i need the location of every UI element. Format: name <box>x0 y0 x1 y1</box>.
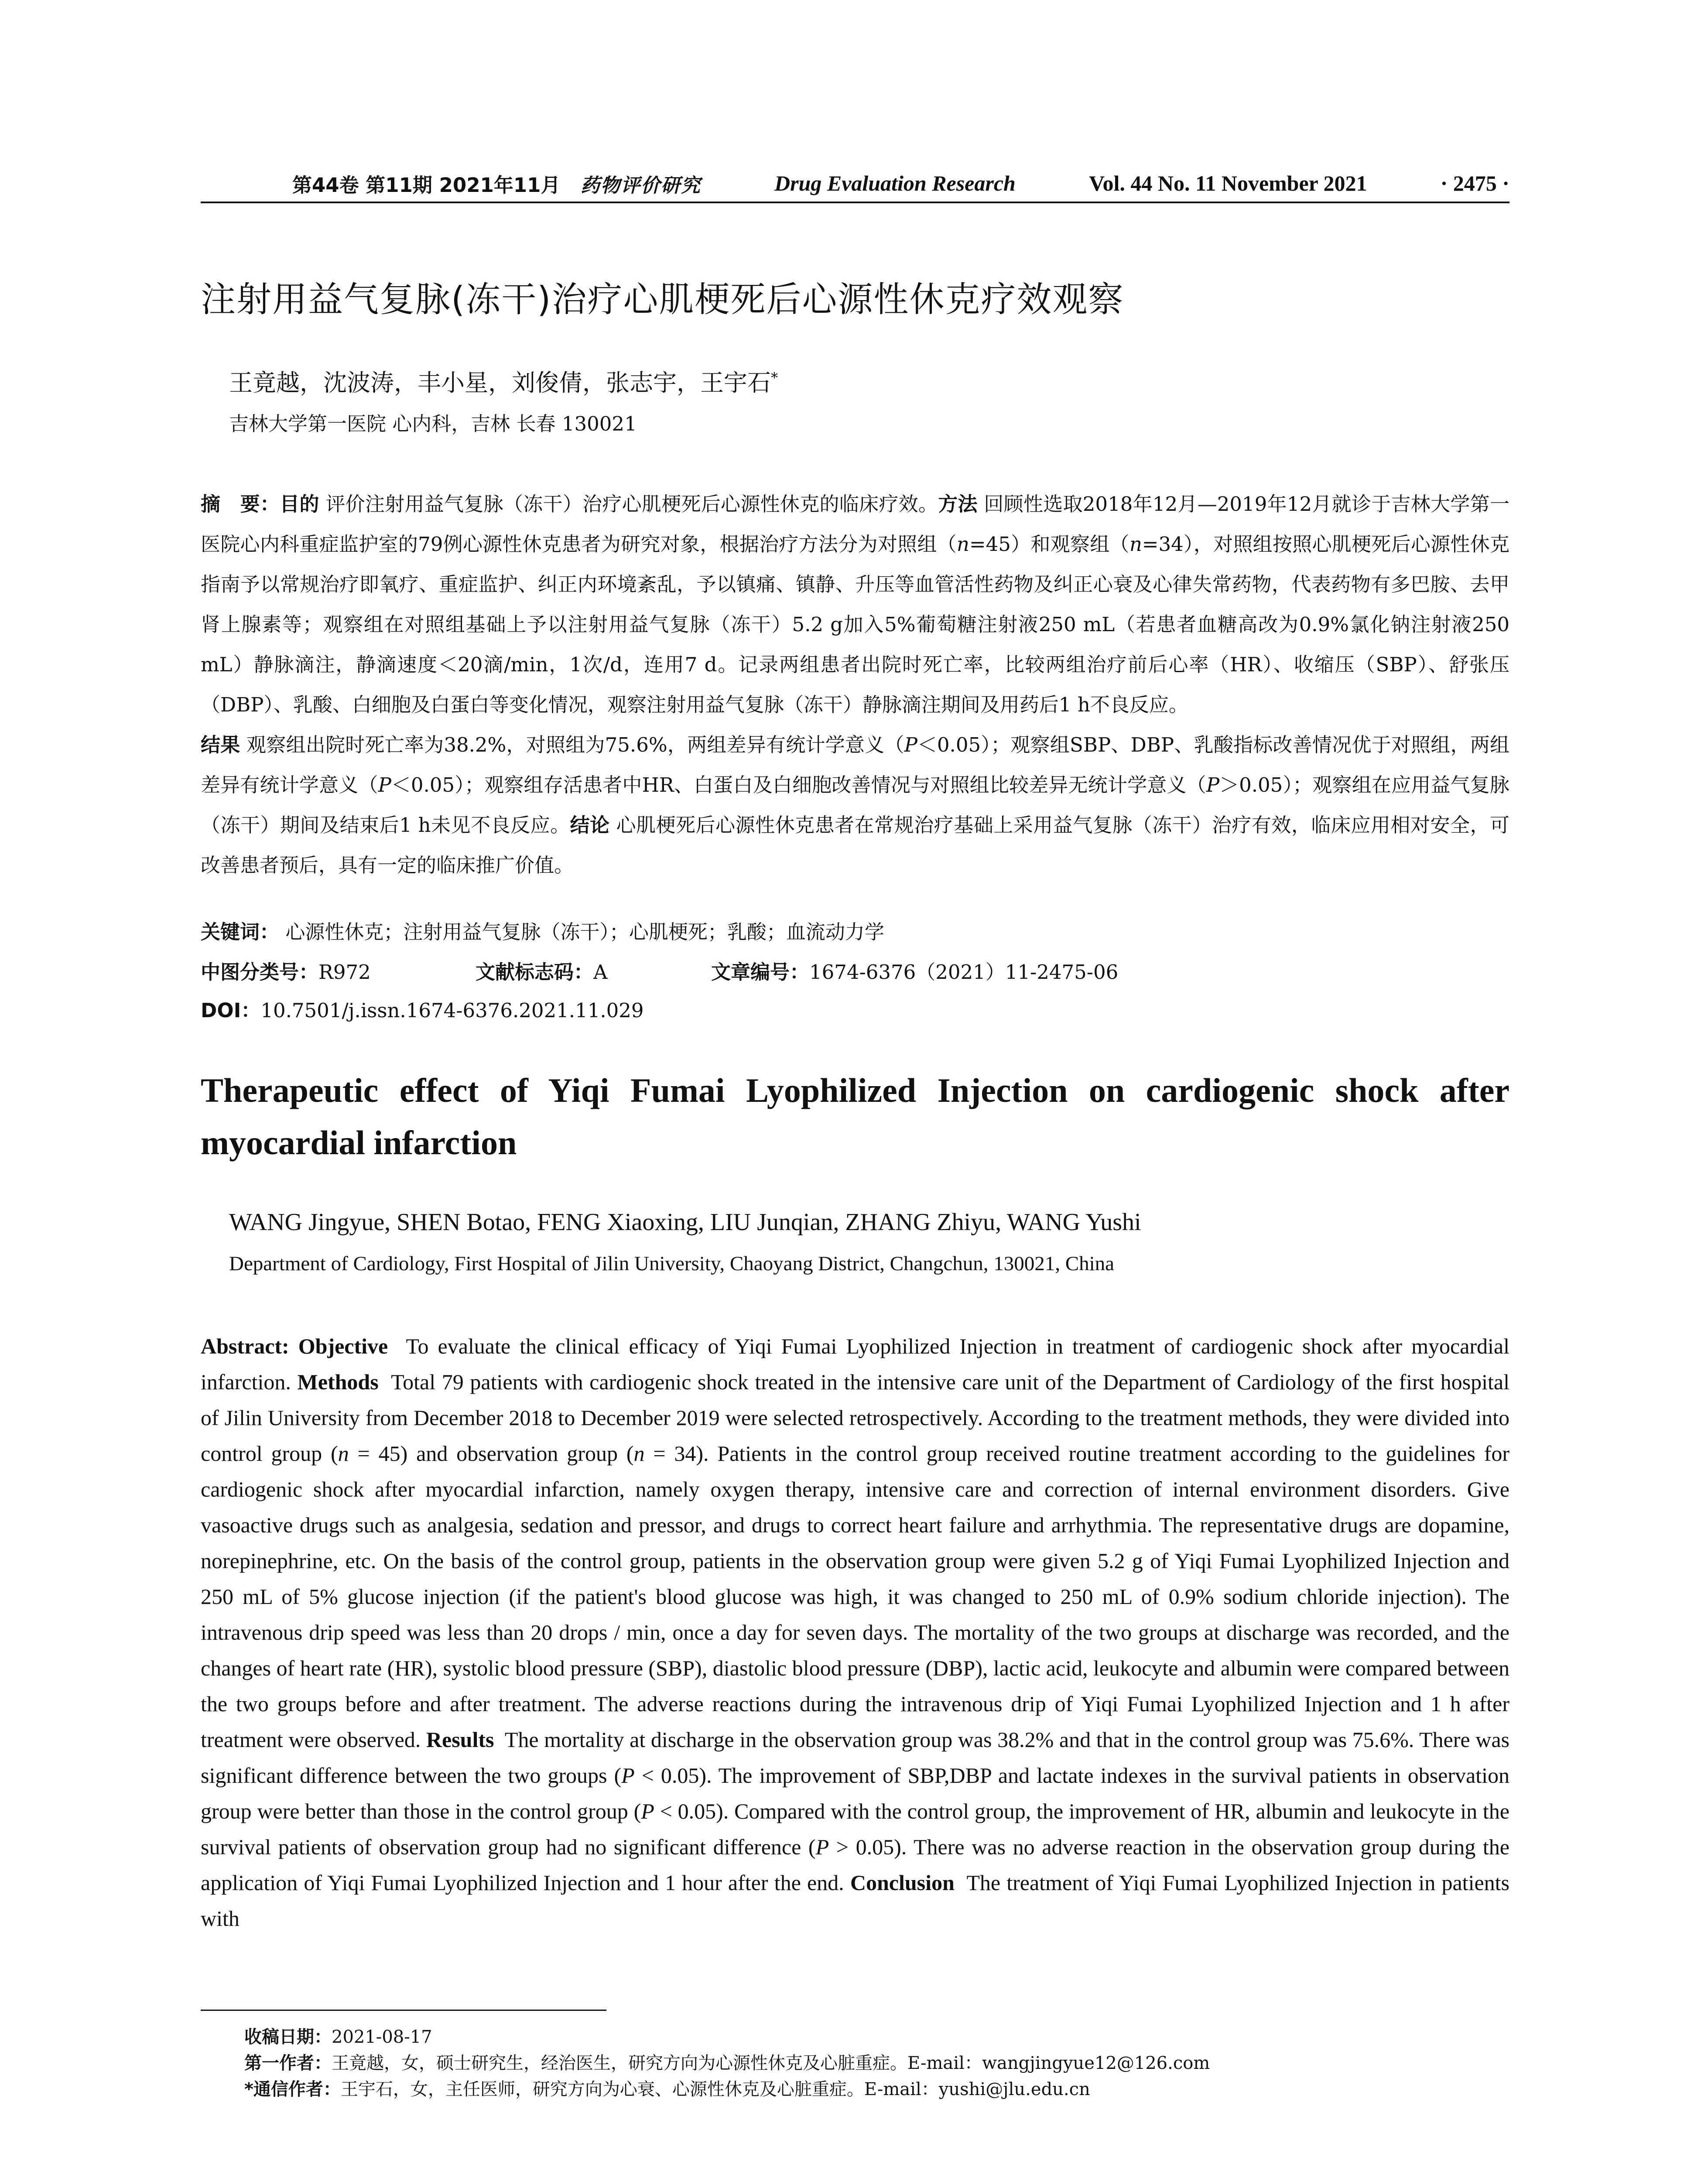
corresponding-label: *通信作者： <box>244 2079 341 2099</box>
received-label: 收稿日期： <box>244 2027 332 2047</box>
clc-value: R972 <box>318 961 371 984</box>
keywords-cn-text: 心源性休克；注射用益气复脉（冻干）；心肌梗死；乳酸；血流动力学 <box>285 920 884 944</box>
corresponding-mark: * <box>771 369 778 386</box>
article-no-label: 文章编号： <box>711 961 810 984</box>
results-cn-3: ＜0.05）；观察组存活患者中HR、白蛋白及白细胞改善情况与对照组比较差异无统计学意义（ <box>391 773 1206 797</box>
results-en-4: > 0.05). There was no adverse reaction in the observation group during the application of Yiqi Fumai Lyophilized Injection and 1 hour after the end. <box>201 1835 1509 1895</box>
conclusion-en: The treatment of Yiqi Fumai Lyophilized Injection in patients with <box>201 1870 1510 1931</box>
methods-label-en: Methods <box>297 1370 379 1394</box>
results-label-cn: 结果 <box>201 733 240 756</box>
results-cn-4: ＞0.05）；观察组在应用益气复脉（冻干）期间及结束后1 h未见不良反应。 <box>201 773 1509 837</box>
results-en-p3: P <box>815 1835 829 1859</box>
volume-info: Vol. 44 No. 11 November 2021 <box>1088 171 1367 195</box>
results-cn-p2: P <box>378 773 391 797</box>
results-cn-2: ＜0.05）；观察组SBP、DBP、乳酸指标改善情况优于对照组，两组差异有统计学意义（ <box>201 733 1509 797</box>
title-en: Therapeutic effect of Yiqi Fumai Lyophilized Injection on cardiogenic shock after myocardial infarction <box>201 1071 1509 1162</box>
authors-cn-text: 王竟越，沈波涛，丰小星，刘俊倩，张志宇，王宇石 <box>229 369 771 397</box>
conclusion-cn: 心肌梗死后心源性休克患者在常规治疗基础上采用益气复脉（冻干）治疗有效，临床应用相对安全，可改善患者预后，具有一定的临床推广价值。 <box>201 814 1509 877</box>
clc-label: 中图分类号： <box>201 961 319 984</box>
affiliation-en: Department of Cardiology, First Hospital of Jilin University, Chaoyang District, Changchun, 130021, China <box>229 1252 1115 1275</box>
objective-cn: 评价注射用益气复脉（冻干）治疗心肌梗死后心源性休克的临床疗效。 <box>325 492 938 516</box>
results-en-p1: P <box>621 1763 635 1788</box>
journal-logo-cn: 药物评价研究 <box>580 174 701 197</box>
clc-cell <box>201 956 476 985</box>
footnotes <box>244 2024 1509 2102</box>
methods-label-cn: 方法 <box>938 492 978 516</box>
first-author-note <box>244 2050 1509 2076</box>
results-en-2: < 0.05). The improvement of SBP,DBP and lactate indexes in the survival patients in observation group were better than those in the control group ( <box>201 1763 1509 1823</box>
methods-en-n1: n <box>338 1441 349 1466</box>
footnote-rule <box>201 2010 606 2011</box>
article-no-value: 1674-6376（2021）11-2475-06 <box>809 961 1119 984</box>
doi-value[interactable]: 10.7501/j.issn.1674-6376.2021.11.029 <box>260 999 644 1022</box>
journal-name-en: Drug Evaluation Research <box>774 171 1016 195</box>
results-en-3: < 0.05). Compared with the control group, the improvement of HR, albumin and leukocyte in the survival patients of observation group had no significant difference ( <box>201 1799 1509 1859</box>
conclusion-label-en: Conclusion <box>850 1870 955 1895</box>
methods-cn-1: 回顾性选取2018年12月—2019年12月就诊于吉林大学第一医院心内科重症监护室的79例心源性休克患者为研究对象，根据治疗方法分为对照组（ <box>201 492 1509 556</box>
title-cn: 注射用益气复脉(冻干)治疗心肌梗死后心源性休克疗效观察 <box>201 279 1124 320</box>
methods-cn-3: =34），对照组按照心肌梗死后心源性休克指南予以常规治疗即氧疗、重症监护、纠正内环境紊乱，予以镇痛、镇静、升压等血管活性药物及纠正心衰及心律失常药物，代表药物有多巴胺、去甲肾上腺素等；观察组在对照组基础上予以注射用益气复脉（冻干）5.2 g加入5%葡萄糖注射液250 mL（若患者血糖高改为0.9%氯化钠注射液250 mL）静脉滴注，静滴速度＜20滴/min，1次/d，连用7 d。记录两组患者出院时死亡率，比较两组治疗前后心率（HR）、收缩压（SBP）、舒张压（DBP）、乳酸、白细胞及白蛋白等变化情况，观察注射用益气复脉（冻干）静脉滴注期间及用药后1 h不良反应。 <box>201 533 1510 716</box>
doi <box>201 995 644 1023</box>
keywords-cn-label: 关键词： <box>201 920 280 944</box>
methods-en-2: = 45) and observation group ( <box>349 1441 634 1466</box>
conclusion-label-cn: 结论 <box>570 814 610 837</box>
corresponding-value: 王宇石，女，主任医师，研究方向为心衰、心源性休克及心脏重症。E-mail：yushi@jlu.edu.cn <box>340 2079 1090 2099</box>
results-cn-p3: P <box>1206 773 1220 797</box>
methods-cn-2: =45）和观察组（ <box>969 533 1130 556</box>
results-en-p2: P <box>641 1799 654 1823</box>
doi-label: DOI： <box>201 999 261 1022</box>
methods-cn-n2: n <box>1129 533 1142 556</box>
issue-info: 第44卷 第11期 2021年11月 <box>292 173 561 197</box>
corresponding-author-note <box>244 2076 1509 2102</box>
results-label-en: Results <box>426 1727 494 1752</box>
classification-row <box>201 956 1118 985</box>
doc-code-cell <box>476 956 711 985</box>
abstract-en <box>201 1328 1509 1936</box>
page-number: · 2475 · <box>1440 171 1509 195</box>
methods-en-1: Total 79 patients with cardiogenic shock treated in the intensive care unit of the Department of Cardiology of the first hospital of Jilin University from December 2018 to December 2019 were selected retrospectively. According to the treatment methods, they were divided into control group ( <box>201 1370 1510 1466</box>
abstract-cn <box>201 484 1509 885</box>
running-header <box>201 168 1509 198</box>
objective-label-cn: 目的 <box>280 492 319 516</box>
first-author-label: 第一作者： <box>244 2053 332 2073</box>
received-value: 2021-08-17 <box>332 2027 432 2047</box>
methods-cn-n1: n <box>956 533 969 556</box>
affiliation-cn: 吉林大学第一医院 心内科，吉林 长春 130021 <box>229 412 637 435</box>
header-left <box>201 169 701 198</box>
authors-en: WANG Jingyue, SHEN Botao, FENG Xiaoxing, LIU Junqian, ZHANG Zhiyu, WANG Yushi <box>229 1209 1141 1236</box>
header-rule <box>201 202 1509 203</box>
results-cn-p1: P <box>904 733 917 756</box>
received-date <box>244 2024 1509 2050</box>
doc-code-value: A <box>593 961 608 984</box>
objective-en: To evaluate the clinical efficacy of Yiqi Fumai Lyophilized Injection in treatment of cardiogenic shock after myocardial infarction. <box>201 1334 1509 1394</box>
doc-code-label: 文献标志码： <box>476 961 594 984</box>
keywords-cn <box>201 916 1509 944</box>
article-no-cell <box>711 956 1118 985</box>
methods-en-3: = 34). Patients in the control group received routine treatment according to the guidelines for cardiogenic shock after myocardial infarction, namely oxygen therapy, intensive care and correction of internal environment disorders. Give vasoactive drugs such as analgesia, sedation and pressor, and drugs to correct heart failure and arrhythmia. The representative drugs are dopamine, norepinephrine, etc. On the basis of the control group, patients in the observation group were given 5.2 g of Yiqi Fumai Lyophilized Injection and 250 mL of 5% glucose injection (if the patient's blood glucose was high, it was changed to 250 mL of 0.9% sodium chloride injection). The intravenous drip speed was less than 20 drops / min, once a day for seven days. The mortality of the two groups at discharge was recorded, and the changes of heart rate (HR), systolic blood pressure (SBP), diastolic blood pressure (DBP), lactic acid, leukocyte and albumin were compared between the two groups before and after treatment. The adverse reactions during the intravenous drip of Yiqi Fumai Lyophilized Injection and 1 h after treatment were observed. <box>201 1441 1509 1752</box>
abstract-cn-label: 摘 要： <box>201 492 280 516</box>
methods-en-n2: n <box>633 1441 645 1466</box>
results-en-1: The mortality at discharge in the observation group was 38.2% and that in the control group was 75.6%. There was significant difference between the two groups ( <box>201 1727 1509 1788</box>
authors-cn <box>229 364 778 398</box>
abstract-en-label: Abstract: Objective <box>201 1334 388 1358</box>
results-cn-1: 观察组出院时死亡率为38.2%，对照组为75.6%，两组差异有统计学意义（ <box>246 733 904 756</box>
first-author-value: 王竟越，女，硕士研究生，经治医生，研究方向为心源性休克及心脏重症。E-mail：wangjingyue12@126.com <box>332 2053 1210 2073</box>
